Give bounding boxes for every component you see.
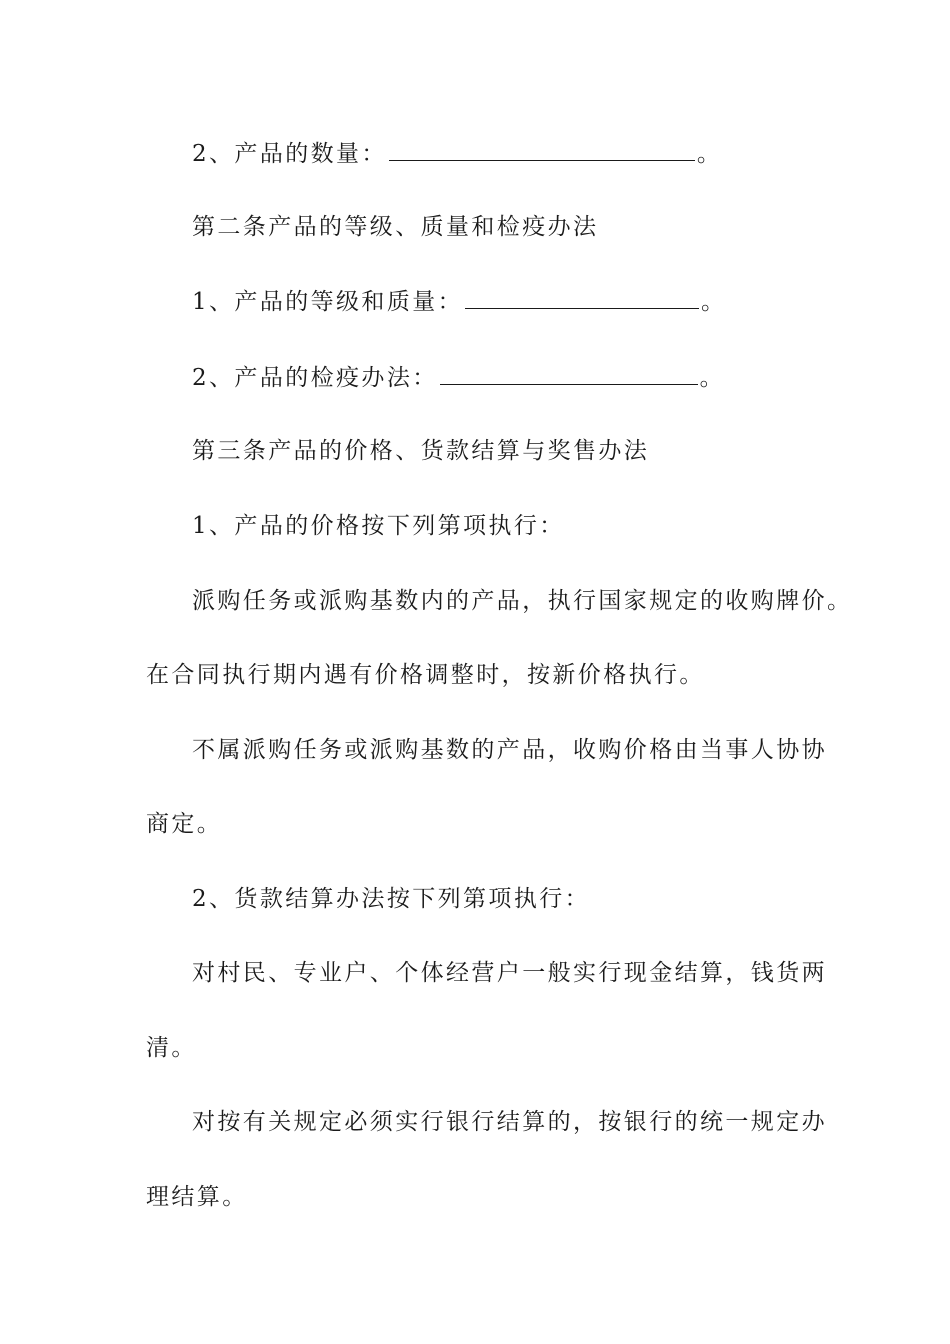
paragraph-line: 对按有关规定必须实行银行结算的，按银行的统一规定办 [192,1109,827,1135]
paragraph-line: 不属派购任务或派购基数的产品，收购价格由当事人协协 [192,737,827,763]
article-2-heading: 第二条产品的等级、质量和检疫办法 [192,214,599,240]
item-end: 。 [696,141,723,167]
article-3-heading: 第三条产品的价格、货款结算与奖售办法 [192,438,650,464]
item-product-quantity [192,138,722,170]
fill-in-blank [440,364,698,385]
paragraph-line: 派购任务或派购基数内的产品，执行国家规定的收购牌价。 [192,588,853,614]
item-end: 。 [699,365,726,391]
paragraph-line: 对村民、专业户、个体经营户一般实行现金结算，钱货两 [192,960,827,986]
item-price: 1、产品的价格按下列第项执行： [192,513,565,539]
item-label: 2、产品的数量： [192,141,387,167]
fill-in-blank [389,140,695,161]
item-label: 2、产品的检疫办法： [192,365,438,391]
item-end: 。 [701,289,727,315]
item-label: 1、产品的等级和质量： [192,289,464,315]
paragraph-line: 清。 [146,1035,197,1061]
paragraph-line: 商定。 [146,811,223,837]
paragraph-line: 理结算。 [146,1184,248,1210]
item-grade-quality [192,286,726,318]
item-quarantine-method [192,362,725,394]
item-payment-settlement: 2、货款结算办法按下列第项执行： [192,886,591,912]
paragraph-line: 在合同执行期内遇有价格调整时，按新价格执行。 [146,662,705,688]
fill-in-blank [465,288,699,309]
